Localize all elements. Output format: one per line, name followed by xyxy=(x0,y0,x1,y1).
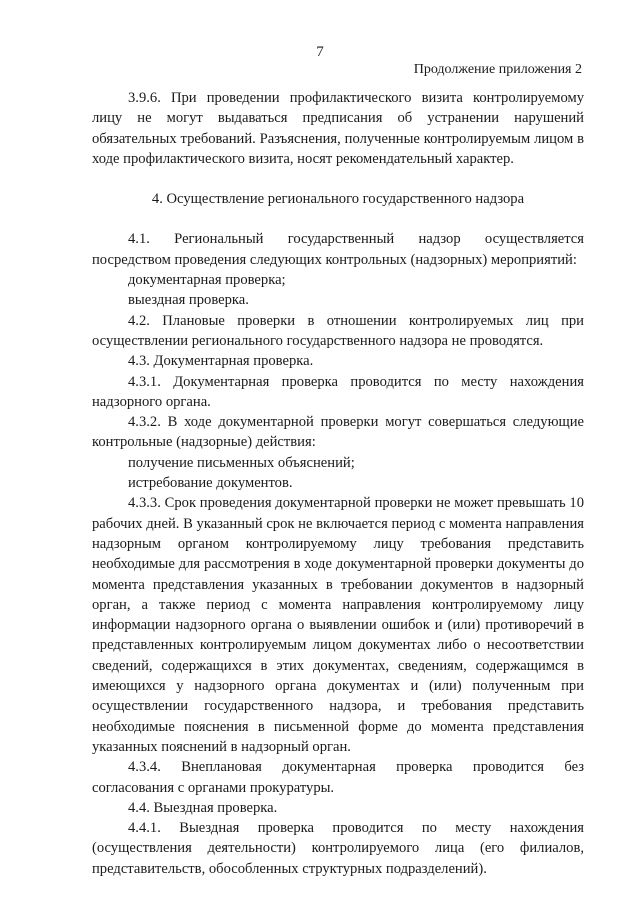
document-body xyxy=(92,88,584,879)
paragraph-4-3-4: 4.3.4. Внеплановая документарная проверка проводится без согласования с органами прокуратуры. xyxy=(92,759,584,796)
page-number: 7 xyxy=(316,44,324,60)
paragraph-4-4: 4.4. Выездная проверка. xyxy=(128,799,278,816)
list-item: выездная проверка. xyxy=(128,292,249,309)
section-heading: 4. Осуществление регионального государственного надзора xyxy=(151,191,525,208)
paragraph-4-4-1: 4.4.1. Выездная проверка проводится по месту нахождения (осуществления деятельности) контролируемого лица (его филиалов, представительств, обособленных структурных подразделений). xyxy=(92,820,584,877)
list-item: документарная проверка; xyxy=(128,272,286,289)
paragraph-4-2: 4.2. Плановые проверки в отношении контролируемых лиц при осуществлении регионального государственного надзора не проводятся. xyxy=(92,312,584,349)
paragraph-3-9-6: 3.9.6. При проведении профилактического визита контролируемому лицу не могут выдаваться предписания об устранении нарушений обязательных требований. Разъяснения, полученные контролируемым лицом в ходе профилактического визита, носят рекомендательный характер. xyxy=(92,90,584,167)
paragraph-4-3-1: 4.3.1. Документарная проверка проводится по месту нахождения надзорного органа. xyxy=(92,373,584,410)
paragraph-4-3: 4.3. Документарная проверка. xyxy=(128,353,314,370)
paragraph-4-3-2: 4.3.2. В ходе документарной проверки могут совершаться следующие контрольные (надзорные) действия: xyxy=(92,414,584,451)
appendix-continuation-label: Продолжение приложения 2 xyxy=(413,62,582,77)
paragraph-4-3-3: 4.3.3. Срок проведения документарной проверки не может превышать 10 рабочих дней. В указанный срок не включается период с момента направления надзорным органом контролируемому лицу требования представить необходимые для рассмотрения в ходе документарной проверки документы до момента представления указанных в требовании документов в надзорный орган, а также период с момента направления контролируемому лицу информации надзорного органа о выявлении ошибок и (или) противоречий в представленных контролируемым лицом документах либо о несоответствии сведений, содержащихся в этих документах, сведениям, содержащимся в имеющихся у надзорного органа документах и (или) полученным при осуществлении государственного надзора, и требования представить необходимые пояснения в письменной форме до момента представления указанных пояснений в надзорный орган. xyxy=(92,495,584,755)
list-item: истребование документов. xyxy=(128,475,293,492)
paragraph-4-1: 4.1. Региональный государственный надзор осуществляется посредством проведения следующих контрольных (надзорных) мероприятий: xyxy=(92,231,584,268)
list-item: получение письменных объяснений; xyxy=(128,454,355,471)
